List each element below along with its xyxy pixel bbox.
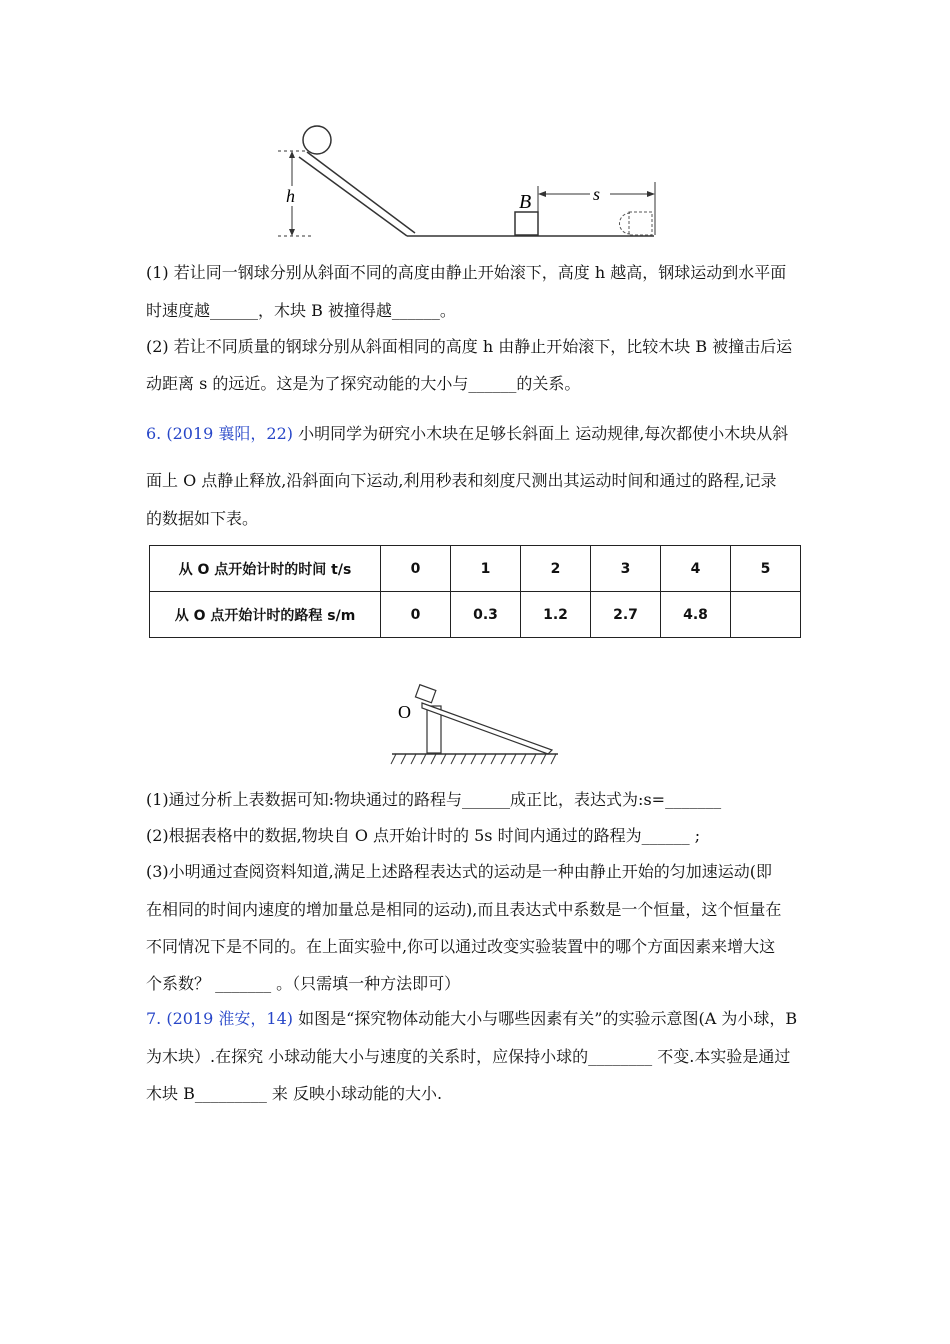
q6-source: 6. (2019 襄阳，22) xyxy=(146,424,294,443)
q5-part1-line2: 时速度越______，木块 B 被撞得越______。 xyxy=(146,301,456,320)
q6-answer-1: (1)通过分析上表数据可知:物块通过的路程与______成正比，表达式为:s=_______ xyxy=(146,790,722,809)
table-row xyxy=(150,592,801,638)
table-cell: 4 xyxy=(661,546,731,592)
q6-intro-line2: 面上 O 点静止释放,沿斜面向下运动,利用秒表和刻度尺测出其运动时间和通过的路程,记录 xyxy=(146,471,777,490)
q5-part1-line1: (1) 若让同一钢球分别从斜面不同的高度由静止开始滚下，高度 h 越高，钢球运动到水平面 xyxy=(146,263,787,282)
q6-answer-3-line1: (3)小明通过查阅资料知道,满足上述路程表达式的运动是一种由静止开始的匀加速运动(即 xyxy=(146,862,772,881)
table-cell: 5 xyxy=(731,546,801,592)
incline-figure xyxy=(390,680,560,775)
table-cell: 4.8 xyxy=(661,592,731,638)
table-row xyxy=(150,546,801,592)
distance-label: s xyxy=(593,184,601,204)
row-header-time: 从 O 点开始计时的时间 t/s xyxy=(150,546,381,592)
table-cell: 0 xyxy=(381,546,451,592)
q7-source: 7. (2019 淮安，14) xyxy=(146,1009,294,1028)
row-header-distance: 从 O 点开始计时的路程 s/m xyxy=(150,592,381,638)
q6-intro-text: 小明同学为研究小木块在足够长斜面上 运动规律,每次都使小木块从斜 xyxy=(293,424,789,443)
table-cell xyxy=(731,592,801,638)
q6-answer-2: (2)根据表格中的数据,物块自 O 点开始计时的 5s 时间内通过的路程为______ ; xyxy=(146,826,701,845)
small-wood-block xyxy=(415,685,435,703)
q6-answer-3-line4: 个系数？ _______ 。（只需填一种方法即可） xyxy=(146,974,461,993)
table-cell: 3 xyxy=(591,546,661,592)
q7-line3: 木块 B_________ 来 反映小球动能的大小. xyxy=(146,1084,443,1103)
height-label: h xyxy=(286,186,295,206)
table-cell: 1 xyxy=(451,546,521,592)
q7-line2: 为木块）.在探究 小球动能大小与速度的关系时，应保持小球的________ 不变.本实验是通过 xyxy=(146,1047,791,1066)
ramp-ball-block-figure xyxy=(270,120,670,245)
q6-intro-line1 xyxy=(146,424,788,444)
q6-intro-line3: 的数据如下表。 xyxy=(146,509,259,528)
table-cell: 2.7 xyxy=(591,592,661,638)
q6-answer-3-line3: 不同情况下是不同的。在上面实验中,你可以通过改变实验装置中的哪个方面因素来增大这 xyxy=(146,937,776,956)
q7-text: 如图是“探究物体动能大小与哪些因素有关”的实验示意图(A 为小球，B xyxy=(293,1009,798,1028)
steel-ball xyxy=(303,126,331,154)
point-O-label: O xyxy=(398,702,411,722)
time-distance-table xyxy=(149,545,801,638)
q5-part2-line2: 动距离 s 的远近。这是为了探究动能的大小与______的关系。 xyxy=(146,374,581,393)
q5-part2-line1: (2) 若让不同质量的钢球分别从斜面相同的高度 h 由静止开始滚下，比较木块 B 被撞击后运 xyxy=(146,337,793,356)
table-cell: 0.3 xyxy=(451,592,521,638)
block-label-B: B xyxy=(519,191,532,213)
q7-line1 xyxy=(146,1009,797,1029)
table-cell: 0 xyxy=(381,592,451,638)
wood-block-B xyxy=(515,212,538,235)
table-cell: 1.2 xyxy=(521,592,591,638)
q6-answer-3-line2: 在相同的时间内速度的增加量总是相同的运动),而且表达式中系数是一个恒量，这个恒量在 xyxy=(146,900,782,919)
table-cell: 2 xyxy=(521,546,591,592)
